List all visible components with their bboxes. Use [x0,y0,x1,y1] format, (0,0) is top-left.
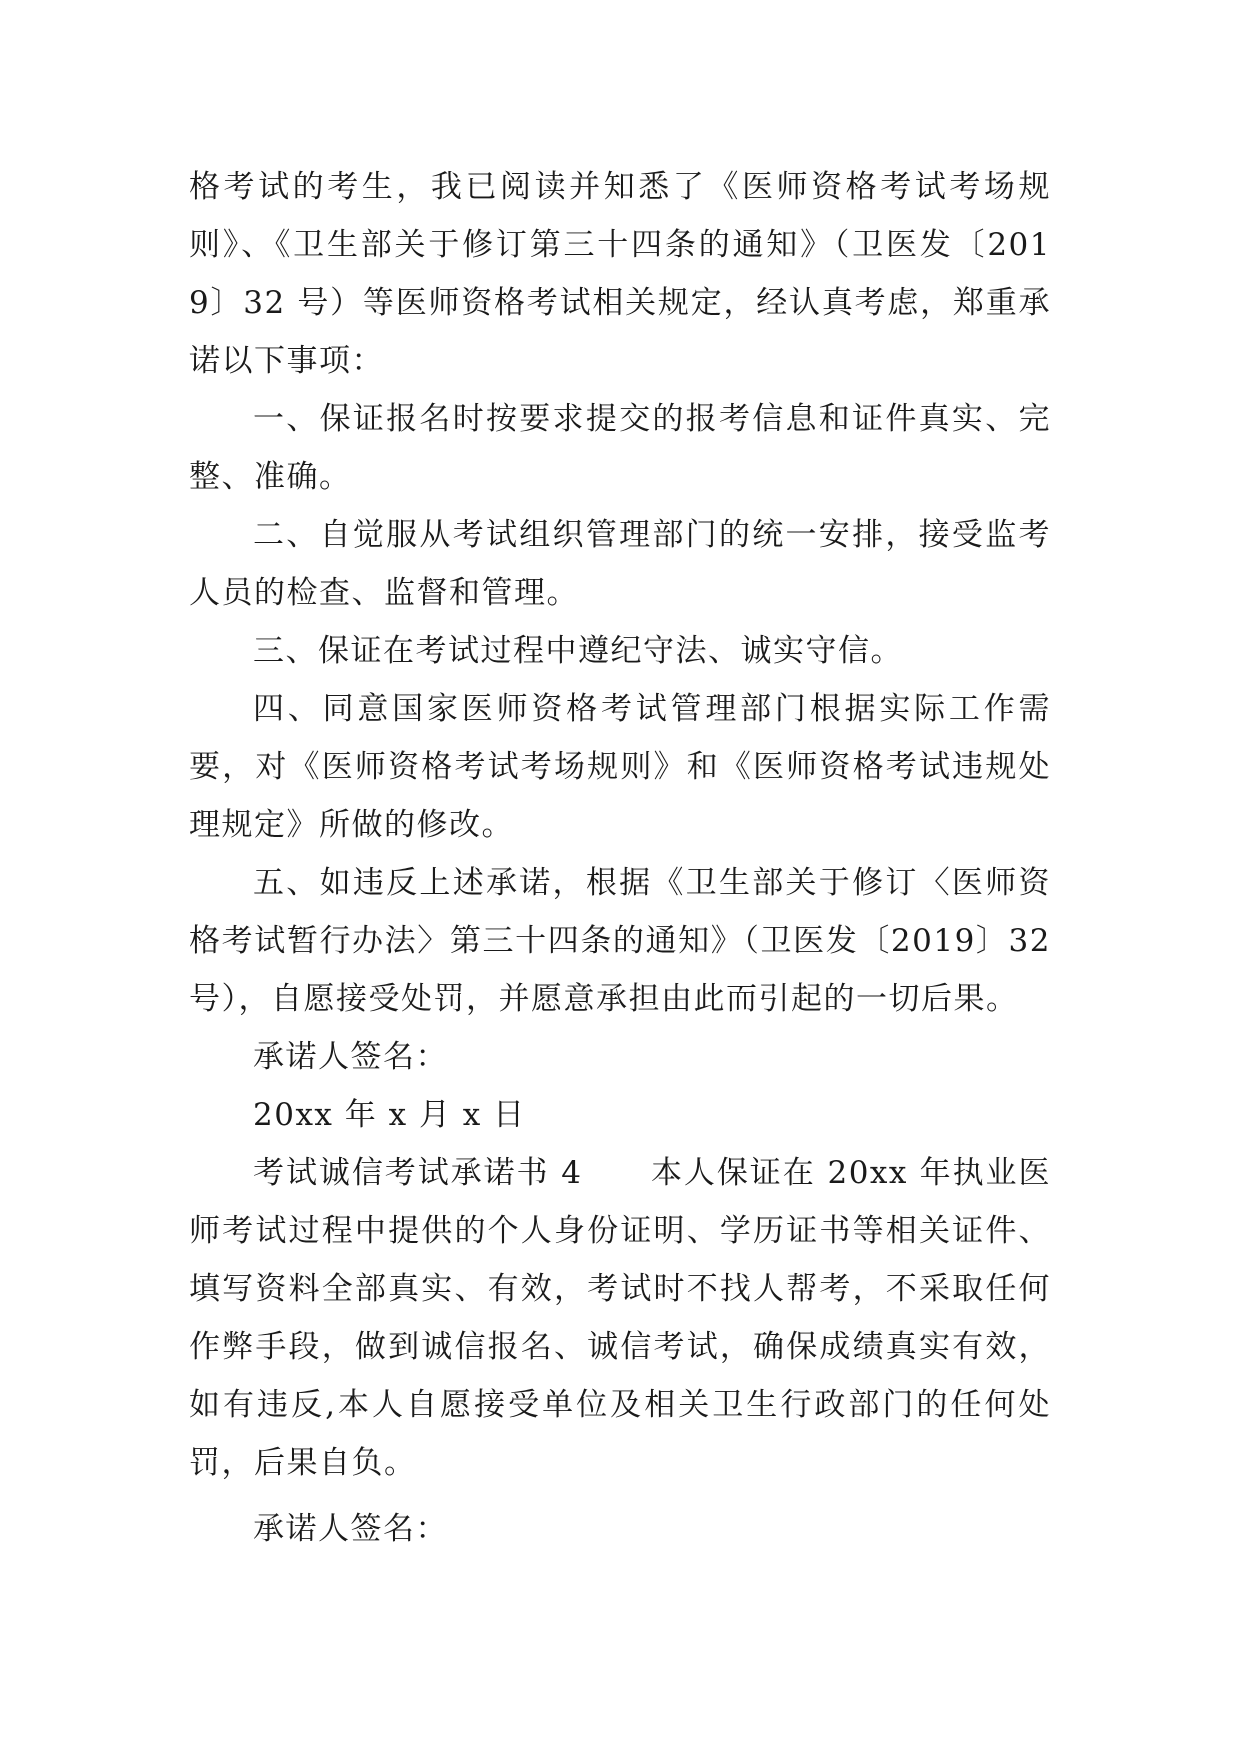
section-4-heading: 考试诚信考试承诺书 4 [253,1155,583,1191]
paragraph-item-5: 五、如违反上述承诺，根据《卫生部关于修订〈医师资格考试暂行办法〉第三十四条的通知》（卫医发〔2019〕32 号），自愿接受处罚，并愿意承担由此而引起的一切后果。 [189,865,1051,1017]
paragraph-item-2: 二、自觉服从考试组织管理部门的统一安排，接受监考人员的检查、监督和管理。 [189,517,1051,611]
section-4-body: 本人保证在 20xx 年执业医师考试过程中提供的个人身份证明、学历证书等相关证件、填写资料全部真实、有效，考试时不找人帮考，不采取任何作弊手段，做到诚信报名、诚信考试，确保成绩真实有效，如有违反,本人自愿接受单位及相关卫生行政部门的任何处罚，后果自负。 [189,1155,1052,1481]
signature-line-1: 承诺人签名： [253,1039,448,1075]
document-body [189,158,1051,1558]
section-4-paragraph [189,1144,1051,1492]
date-line: 20xx 年 x 月 x 日 [253,1097,526,1133]
signature-line-2: 承诺人签名： [253,1511,448,1547]
paragraph-item-1: 一、保证报名时按要求提交的报考信息和证件真实、完整、准确。 [189,401,1051,495]
paragraph-item-4: 四、同意国家医师资格考试管理部门根据实际工作需要，对《医师资格考试考场规则》和《医师资格考试违规处理规定》所做的修改。 [189,691,1051,843]
paragraph-item-3: 三、保证在考试过程中遵纪守法、诚实守信。 [253,633,903,669]
paragraph-intro: 格考试的考生，我已阅读并知悉了《医师资格考试考场规则》、《卫生部关于修订第三十四条的通知》（卫医发〔2019〕32 号）等医师资格考试相关规定，经认真考虑，郑重承诺以下事项： [189,169,1051,379]
